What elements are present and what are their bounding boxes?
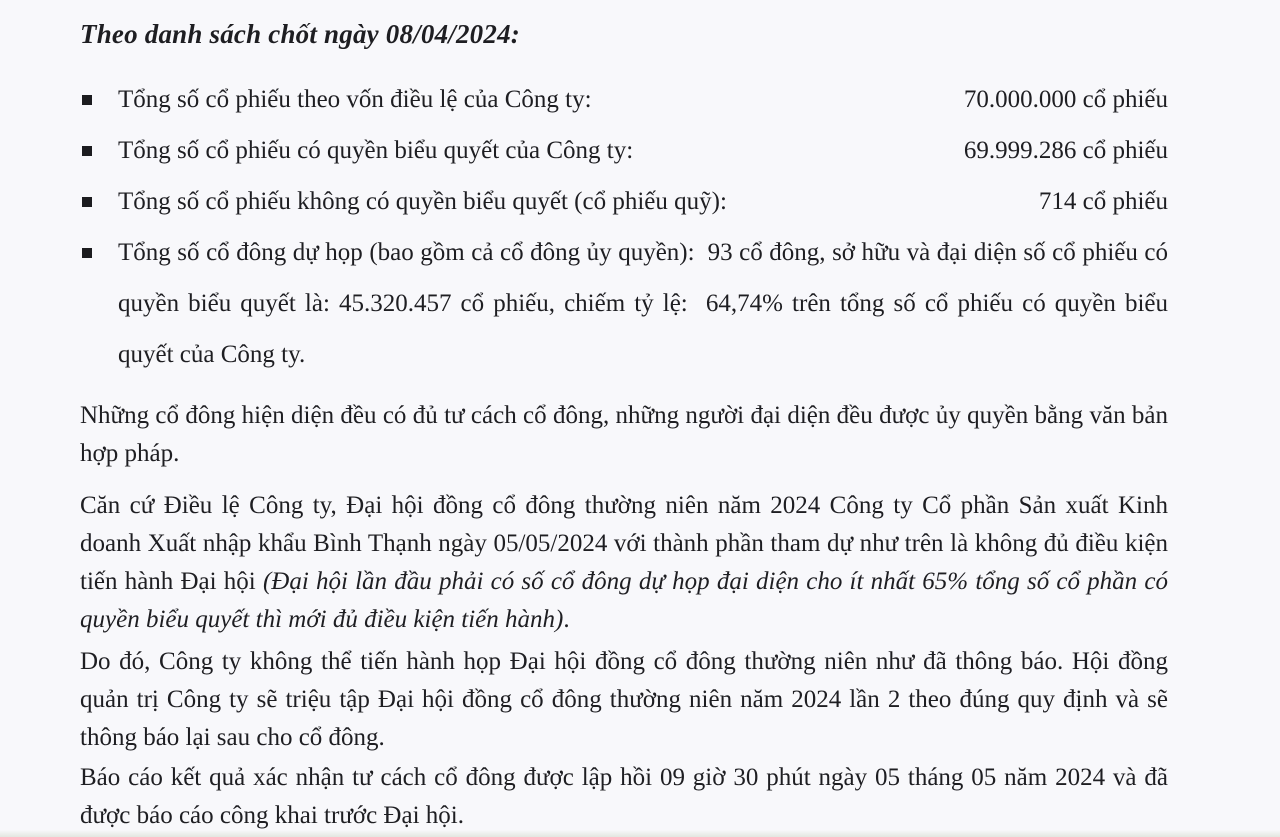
shareholder-summary-list: [80, 74, 1168, 380]
list-item-label: Tổng số cổ đông dự họp (bao gồm cả cổ đông ủy quyền): 93 cổ đông, sở hữu và đại diện số cổ phiếu có quyền biểu quyết là: 45.320.457 cổ phiếu, chiếm tỷ lệ: 64,74% trên tổng số cổ phiếu có quyền biểu quyết của Công ty.: [118, 238, 1168, 368]
paragraph-attendance: Những cổ đông hiện diện đều có đủ tư cách cổ đông, những người đại diện đều được ủy quyền bằng văn bản hợp pháp.: [80, 401, 1168, 467]
paragraph-condition-normal: Căn cứ Điều lệ Công ty, Đại hội đồng cổ đông thường niên năm 2024 Công ty Cổ phần Sản xuất Kinh doanh Xuất nhập khẩu Bình Thạnh ngày 05/05/2024 với thành phần tham dự như trên là không đủ điều kiện tiến hành Đại hội: [80, 491, 1168, 595]
bullet-square-icon: [82, 248, 92, 258]
list-item-label: Tổng số cổ phiếu theo vốn điều lệ của Công ty:: [118, 85, 592, 113]
list-item: [80, 227, 1168, 380]
list-item-value: 69.999.286 cổ phiếu: [963, 136, 1168, 164]
paragraph-condition-italic: (Đại hội lần đầu phải có số cổ đông dự họp đại diện cho ít nhất 65% tổng số cổ phần có quyền biểu quyết thì mới đủ điều kiện tiến hành): [80, 567, 1168, 633]
page-title: Theo danh sách chốt ngày 08/04/2024:: [80, 19, 520, 49]
bullet-square-icon: [82, 146, 92, 156]
bullet-square-icon: [82, 197, 92, 207]
list-item-label: Tổng số cổ phiếu không có quyền biểu quyết (cổ phiếu quỹ):: [118, 187, 727, 215]
paragraph-conclusion: Do đó, Công ty không thể tiến hành họp Đại hội đồng cổ đông thường niên như đã thông báo. Hội đồng quản trị Công ty sẽ triệu tập Đại hội đồng cổ đông thường niên năm 2024 lần 2 theo đúng quy định và sẽ thông báo lại sau cho cổ đông.: [80, 647, 1168, 751]
paragraph-condition: [80, 487, 1168, 639]
list-item: [80, 74, 1168, 125]
list-item-value: 714 cổ phiếu: [1038, 187, 1168, 215]
list-item-label: Tổng số cổ phiếu có quyền biểu quyết của Công ty:: [118, 136, 634, 164]
list-item: [80, 176, 1168, 227]
paragraph-condition-end: .: [563, 605, 570, 633]
list-item: [80, 125, 1168, 176]
list-item-value: 70.000.000 cổ phiếu: [963, 85, 1168, 113]
paragraph-report: Báo cáo kết quả xác nhận tư cách cổ đông được lập hồi 09 giờ 30 phút ngày 05 tháng 05 năm 2024 và đã được báo cáo công khai trước Đại hội.: [80, 763, 1168, 829]
bullet-square-icon: [82, 95, 92, 105]
